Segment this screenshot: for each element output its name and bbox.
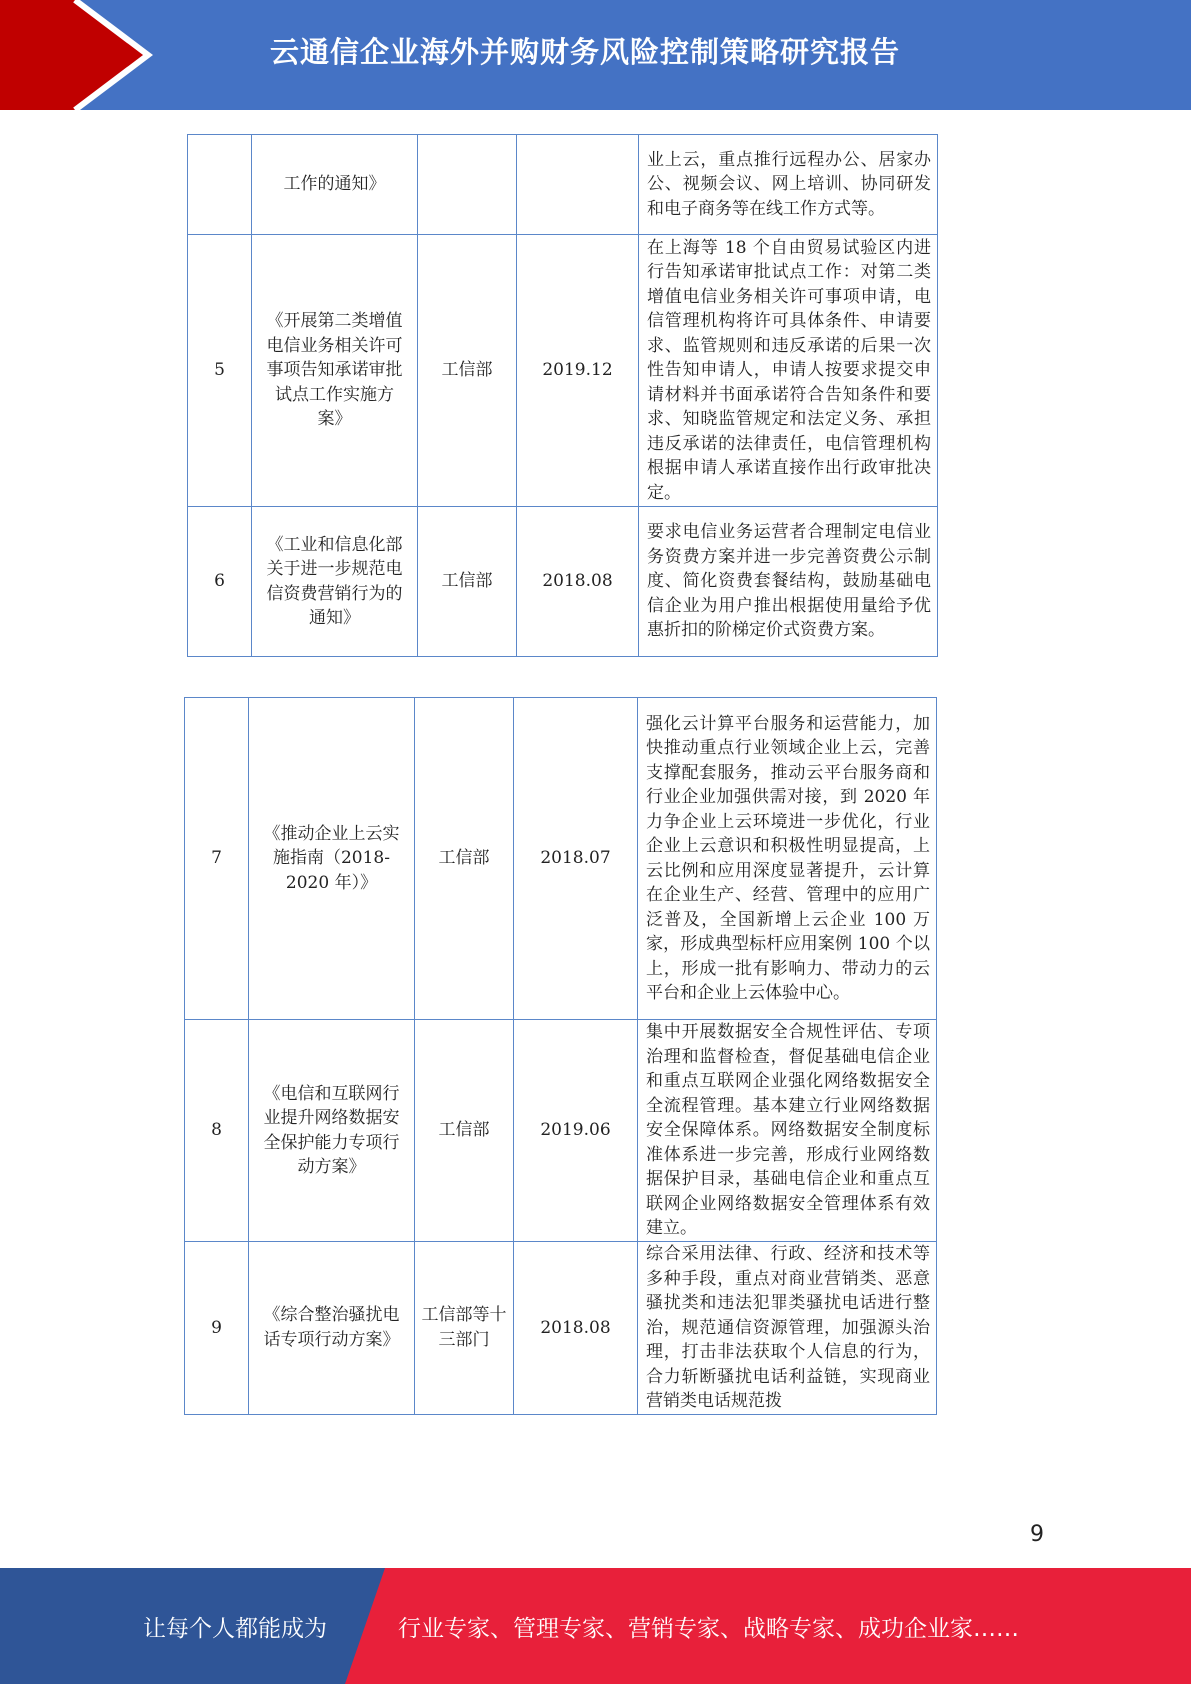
policy-content: 要求电信业务运营者合理制定电信业务资费方案并进一步完善资费公示制度、简化资费套餐结构，鼓励基础电信企业为用户推出根据使用量给予优惠折扣的阶梯定价式资费方案。 xyxy=(639,507,938,657)
policy-name: 《综合整治骚扰电话专项行动方案》 xyxy=(249,1242,415,1415)
policy-name: 《工业和信息化部关于进一步规范电信资费营销行为的通知》 xyxy=(252,507,418,657)
policy-content: 业上云，重点推行远程办公、居家办公、视频会议、网上培训、协同研发和电子商务等在线工作方式等。 xyxy=(639,135,938,235)
row-number: 8 xyxy=(185,1020,249,1242)
row-number: 9 xyxy=(185,1242,249,1415)
issue-date: 2018.08 xyxy=(514,1242,638,1415)
page-number: 9 xyxy=(1030,1522,1044,1547)
issuing-department xyxy=(418,135,517,235)
policy-name: 工作的通知》 xyxy=(252,135,418,235)
issuing-department: 工信部 xyxy=(418,507,517,657)
issuing-department: 工信部 xyxy=(418,235,517,507)
footer-slogan-lead: 让每个人都能成为 xyxy=(143,1616,327,1642)
policy-name: 《开展第二类增值电信业务相关许可事项告知承诺审批试点工作实施方案》 xyxy=(252,235,418,507)
issuing-department: 工信部等十三部门 xyxy=(415,1242,514,1415)
table-row xyxy=(188,135,938,235)
footer-slogan-roles: 行业专家、管理专家、营销专家、战略专家、成功企业家…… xyxy=(398,1616,1019,1642)
policy-content: 集中开展数据安全合规性评估、专项治理和监督检查，督促基础电信企业和重点互联网企业强化网络数据安全全流程管理。基本建立行业网络数据安全保障体系。网络数据安全制度标准体系进一步完善，形成行业网络数据保护目录，基础电信企业和重点互联网企业网络数据安全管理体系有效建立。 xyxy=(638,1020,937,1242)
issue-date: 2018.07 xyxy=(514,698,638,1020)
policy-name: 《推动企业上云实施指南（2018-2020 年）》 xyxy=(249,698,415,1020)
issue-date: 2019.06 xyxy=(514,1020,638,1242)
issuing-department: 工信部 xyxy=(415,1020,514,1242)
issue-date: 2018.08 xyxy=(517,507,639,657)
policy-table-continued xyxy=(187,134,938,657)
page-footer xyxy=(0,1568,1191,1684)
policy-content: 综合采用法律、行政、经济和技术等多种手段，重点对商业营销类、恶意骚扰类和违法犯罪类骚扰电话进行整治，规范通信资源管理，加强源头治理，打击非法获取个人信息的行为，合力斩断骚扰电话利益链，实现商业营销类电话规范拨 xyxy=(638,1242,937,1415)
row-number: 7 xyxy=(185,698,249,1020)
policy-content: 强化云计算平台服务和运营能力，加快推动重点行业领域企业上云，完善支撑配套服务，推动云平台服务商和行业企业加强供需对接，到 2020 年力争企业上云环境进一步优化，行业企业上云意识和积极性明显提高，上云比例和应用深度显著提升，云计算在企业生产、经营、管理中的应用广泛普及，全国新增上云企业 100 万家，形成典型标杆应用案例 100 个以上，形成一批有影响力、带动力的云平台和企业上云体验中心。 xyxy=(638,698,937,1020)
row-number xyxy=(188,135,252,235)
policy-name: 《电信和互联网行业提升网络数据安全保护能力专项行动方案》 xyxy=(249,1020,415,1242)
table-row xyxy=(185,1242,937,1415)
report-title: 云通信企业海外并购财务风险控制策略研究报告 xyxy=(270,35,901,69)
table-row xyxy=(185,698,937,1020)
row-number: 6 xyxy=(188,507,252,657)
table-row xyxy=(188,507,938,657)
table-row xyxy=(188,235,938,507)
policy-content: 在上海等 18 个自由贸易试验区内进行告知承诺审批试点工作：对第二类增值电信业务相关许可事项申请，电信管理机构将许可具体条件、申请要求、监管规则和违反承诺的后果一次性告知申请人，申请人按要求提交申请材料并书面承诺符合告知条件和要求、知晓监管规定和法定义务、承担违反承诺的法律责任，电信管理机构根据申请人承诺直接作出行政审批决定。 xyxy=(639,235,938,507)
row-number: 5 xyxy=(188,235,252,507)
page-header xyxy=(0,0,1191,110)
issue-date: 2019.12 xyxy=(517,235,639,507)
table-row xyxy=(185,1020,937,1242)
policy-table-next-page xyxy=(184,697,937,1415)
issue-date xyxy=(517,135,639,235)
issuing-department: 工信部 xyxy=(415,698,514,1020)
